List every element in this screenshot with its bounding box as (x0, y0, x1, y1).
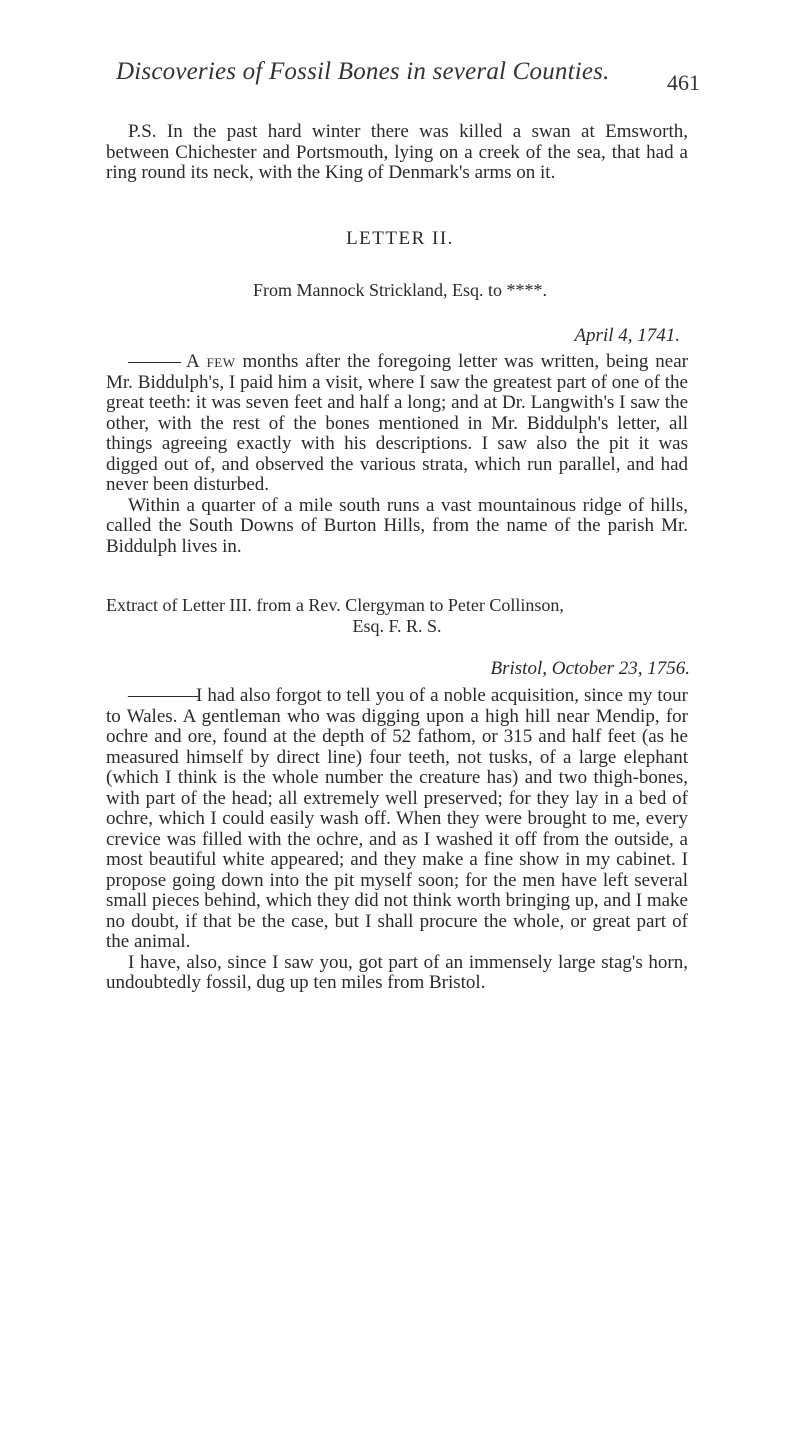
letter-3-paragraph-2: I have, also, since I saw you, got part of an immensely large stag's horn, undoubtedly fossil, dug up ten miles from Bristol. (106, 951, 688, 993)
postscript (106, 122, 688, 184)
letter-2-paragraph-1 (106, 352, 688, 496)
letter-3-body (106, 686, 688, 994)
letter-2-body (106, 352, 688, 557)
lead-dash: ——— (128, 351, 179, 372)
letter-2-paragraph-1-text: months after the foregoing letter was written, being near Mr. Biddulph's, I paid him a visit, where I saw the greatest part of one of the great teeth: it was seven feet and half a long; and at Dr. Langwith's I saw the other, with the rest of the bones mentioned in Mr. Biddulph's letter, all things agreeing exactly with his descriptions. I saw also the pit it was digged out of, and observed the various strata, which run parallel, and had never been disturbed. (106, 351, 688, 495)
letter-3-paragraph-1 (106, 686, 688, 953)
postscript-paragraph: P.S. In the past hard winter there was killed a swan at Emsworth, between Chichester and Portsmouth, lying on a creek of the sea, that had a ring round its neck, with the King of Denmark's arms on it. (106, 121, 688, 183)
letter-3-dateline: Bristol, October 23, 1756. (490, 658, 690, 679)
extract-heading-line-2: Esq. F. R. S. (352, 616, 442, 636)
running-head (116, 58, 700, 98)
lead-dash: ———— (128, 685, 196, 706)
letter-3-paragraph-1-text: I had also forgot to tell you of a noble acquisition, since my tour to Wales. A gentleman who was digging upon a high hill near Mendip, for ochre and ore, found at the depth of 52 fathom, or 315 and half feet (as he measured himself by direct line) four teeth, not tusks, of a large elephant (which I think is the whole number the creature has) and two thigh-bones, with part of the head; all extremely well preserved; for they lay in a bed of ochre, which I could easily wash off. When they were brought to me, every crevice was filled with the ochre, and as I washed it off from the outside, a most beautiful white appeared; and they make a fine show in my cabinet. I propose going down into the pit myself soon; for the men have left several small pieces behind, which they did not think worth bringing up, and I make no doubt, if that be the case, but I shall procure the whole, or great part of the animal. (106, 685, 688, 952)
running-head-title: Discoveries of Fossil Bones in several Counties. (116, 58, 610, 85)
letter-2-from-line: From Mannock Strickland, Esq. to ****. (253, 280, 547, 300)
lead-small-caps: A few (185, 351, 236, 372)
letter-3-extract-heading (106, 595, 688, 637)
letter-2-paragraph-2: Within a quarter of a mile south runs a vast mountainous ridge of hills, called the South Downs of Burton Hills, from the name of the parish Mr. Biddulph lives in. (106, 494, 688, 557)
letter-2-dateline: April 4, 1741. (574, 325, 680, 346)
page-number: 461 (667, 70, 700, 95)
letter-2-heading: LETTER II. (346, 228, 454, 249)
extract-heading-line-1: Extract of Letter III. from a Rev. Clergyman to Peter Collinson, (106, 595, 564, 615)
